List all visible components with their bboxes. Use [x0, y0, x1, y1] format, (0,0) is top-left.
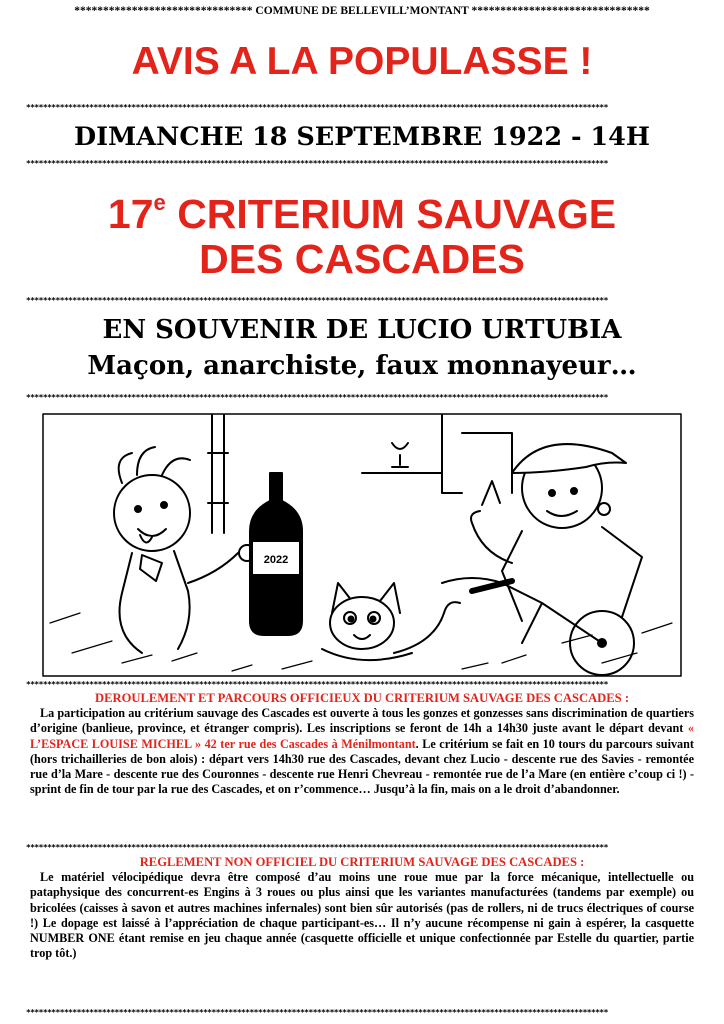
edition-sup: e — [153, 190, 166, 215]
separator-3: ****************************************************************************************************************************************** — [26, 296, 608, 305]
separator-7: ****************************************************************************************************************************************** — [26, 1008, 608, 1017]
section-rules-heading: REGLEMENT NON OFFICIEL DU CRITERIUM SAUVAGE DES CASCADES : — [139, 855, 585, 869]
section-course-body — [30, 706, 694, 797]
section-course-heading: DEROULEMENT ET PARCOURS OFFICIEUX DU CRITERIUM SAUVAGE DES CASCADES : — [94, 691, 630, 705]
drainpipe — [212, 415, 224, 533]
comic-illustration — [42, 413, 682, 677]
main-title: AVIS A LA POPULASSE ! — [131, 40, 593, 83]
separator-2: ****************************************************************************************************************************************** — [26, 159, 608, 168]
header-stars-right: ******************************* — [471, 6, 650, 16]
window — [442, 415, 512, 493]
cat-figure — [322, 583, 460, 660]
separator-1: ****************************************************************************************************************************************** — [26, 103, 608, 112]
man-figure — [471, 444, 642, 621]
separator-4: ****************************************************************************************************************************************** — [26, 393, 608, 402]
event-title-line1 — [0, 178, 724, 239]
tribute-line2: Maçon, anarchiste, faux monnayeur… — [87, 351, 637, 381]
bicycle — [442, 578, 634, 675]
event-date: DIMANCHE 18 SEPTEMBRE 1922 - 14H — [73, 122, 651, 152]
wine-glass — [392, 443, 408, 467]
girl-figure — [114, 447, 255, 653]
event-title-rest: CRITERIUM SAUVAGE — [177, 191, 617, 237]
course-text-a: La participation au critérium sauvage des Cascades est ouverte à tous les gonzes et gonzesses sans discrimination de quartiers d’origine (banlieue, province, et étranger compris). Les inscriptions se feront de 14h a 14h30 juste avant le départ devant — [30, 706, 694, 736]
bottle-label: 2022 — [263, 554, 289, 566]
course-location: « L’ESPACE LOUISE MICHEL » 42 ter rue des Cascades à Ménilmontant — [30, 721, 694, 751]
commune-name: COMMUNE DE BELLEVILL’MONTANT — [255, 6, 469, 16]
tribute-line1: EN SOUVENIR DE LUCIO URTUBIA — [102, 315, 622, 345]
course-text-b: . Le critérium se fait en 10 tours du parcours suivant (hors trichailleries de bon alois) : départ vers 14h30 rue des Cascades, devant chez Lucio - descente rue des Savies - remontée rue d’la Mare - descente rue des Couronnes - descente rue Henri Chevreau - remontée rue de l’a Mare (en entière c’coup ci !) - sprint de fin de tour par la rue des Cascades, et on r’commence… Jusqu’à la fin, mais on a le droit d’abandonner. — [30, 736, 694, 797]
edition-number: 17 — [107, 191, 154, 237]
header-line — [26, 6, 698, 16]
separator-6: ****************************************************************************************************************************************** — [26, 843, 608, 852]
event-title-line2: DES CASCADES — [199, 236, 525, 282]
section-rules-body: Le matériel vélocipédique devra être composé d’au moins une roue mue par la force mécanique, intellectuelle ou pataphysique des concurrent-es Engins à 3 roues ou plus ainsi que les variantes manufacturées (tandems par exemple) ou bricolées (caisses à savon et autres machines infernales) sont bien sûr autorisés (pas de rollers, ni de trucs électriques of course !) Le dopage est laissé à l’appréciation de chaque participant-es… Il n’y aucune récompense ni gain à espérer, la casquette NUMBER ONE étant remise en jeu chaque année (casquette officielle et unique confectionnée par Estelle du quartier, partie trop tôt.) — [30, 870, 694, 961]
section-rules — [30, 855, 694, 961]
section-course — [30, 691, 694, 797]
separator-5: ****************************************************************************************************************************************** — [26, 680, 608, 689]
header-stars-left: ******************************* — [74, 6, 253, 16]
